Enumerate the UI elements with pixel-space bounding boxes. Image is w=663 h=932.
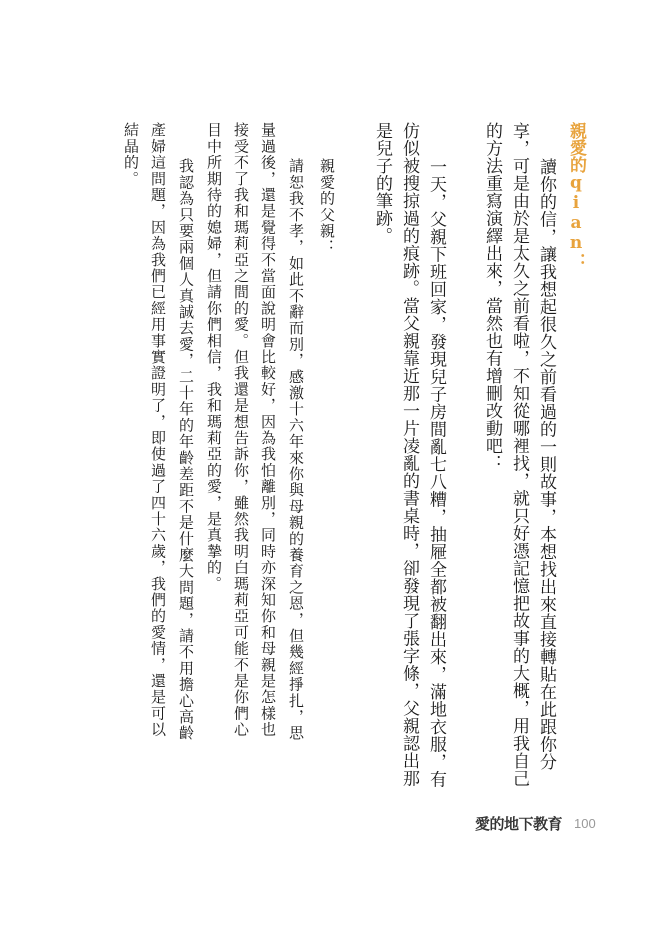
letter-heading: 親愛的qian： [566, 122, 586, 270]
letter-column-4: 目中所期待的媳婦，但請你們相信，我和瑪莉亞的愛，是真摯的。 [205, 122, 223, 592]
letter-column-6: 產婦這問題，因為我們已經用事實證明了，即使過了四十六歲，我們的愛情，還是可以 [149, 122, 167, 738]
letter-column-5: 我認為只要兩個人真誠去愛，二十年的年齡差距不是什麼大問題，請不用擔心高齡 [177, 158, 195, 742]
page-footer [475, 812, 596, 834]
body-column-5: 仿似被搜掠過的痕跡。當父親靠近那一片凌亂的書桌時，卻發現了張字條，父親認出那 [399, 122, 419, 787]
body-column-4: 一天，父親下班回家，發現兒子房間亂七八糟，抽屜全都被翻出來，滿地衣服，有 [426, 158, 446, 788]
letter-column-3: 接受不了我和瑪莉亞之間的愛。但我還是想告訴你，雖然我明白瑪莉亞可能不是你們心 [232, 122, 250, 738]
book-title: 愛的地下教育 [475, 814, 563, 833]
letter-column-1: 請恕我不孝，如此不辭而別，感激十六年來你與母親的養育之恩，但幾經掙扎，思 [287, 158, 305, 742]
letter-column-2: 量過後，還是覺得不當面說明會比較好，因為我怕離別，同時亦深知你和母親是怎樣也 [259, 122, 277, 738]
body-column-1: 讀你的信，讓我想起很久之前看過的一則故事，本想找出來直接轉貼在此跟你分 [536, 158, 556, 771]
letter-column-7: 結晶的。 [122, 122, 140, 187]
body-column-3: 的方法重寫演繹出來，當然也有增刪改動吧： [482, 122, 502, 472]
letter-salutation: 親愛的父親： [318, 158, 336, 256]
page-number: 100 [574, 815, 596, 831]
body-column-2: 享，可是由於是太久之前看啦，不知從哪裡找，就只好憑記憶把故事的大概，用我自己 [509, 122, 529, 787]
body-column-6: 是兒子的筆跡。 [372, 122, 392, 245]
